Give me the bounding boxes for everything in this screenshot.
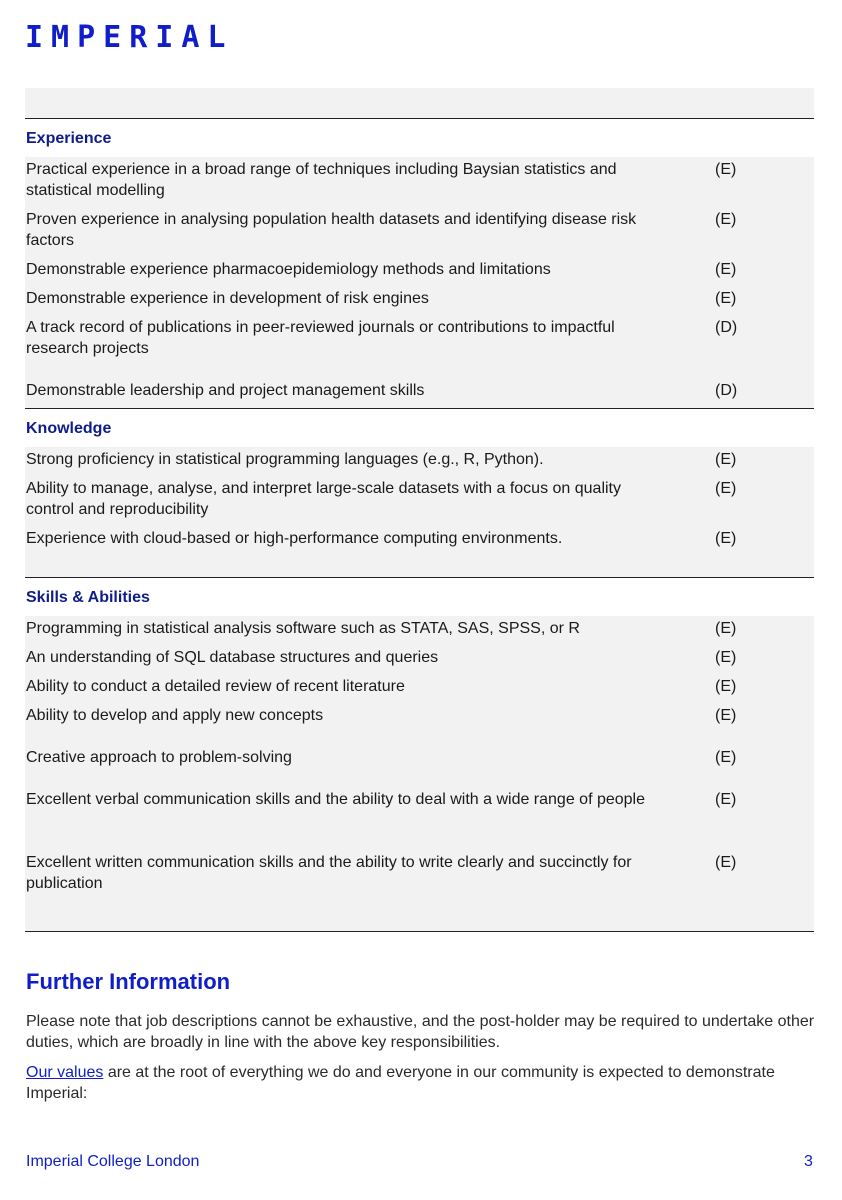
criterion-text: A track record of publications in peer-reviewed journals or contributions to impactful research projects xyxy=(26,319,615,357)
criterion-requirement: (E) xyxy=(715,451,737,468)
table-row xyxy=(25,447,814,476)
criterion-text: Programming in statistical analysis software such as STATA, SAS, SPSS, or R xyxy=(26,620,580,637)
criterion-text: Ability to manage, analyse, and interpret large-scale datasets with a focus on quality control and reproducibility xyxy=(26,480,621,518)
section-body xyxy=(25,447,814,577)
table-row xyxy=(25,526,814,577)
table-row xyxy=(25,645,814,674)
section-heading: Knowledge xyxy=(26,420,112,437)
criterion-text: Proven experience in analysing population health datasets and identifying disease risk factors xyxy=(26,211,637,249)
criterion-requirement: (E) xyxy=(715,211,737,228)
table-row xyxy=(25,378,814,408)
section-knowledge xyxy=(25,409,814,578)
criterion-text: Practical experience in a broad range of techniques including Baysian statistics and statistical modelling xyxy=(26,161,617,199)
page-number: 3 xyxy=(804,1153,813,1170)
table-row xyxy=(25,157,814,207)
criterion-requirement: (E) xyxy=(715,707,737,724)
further-information-paragraph: Please note that job descriptions cannot be exhaustive, and the post-holder may be required to undertake other duties, which are broadly in line with the above key responsibilities. xyxy=(26,1013,815,1051)
criterion-text: Excellent written communication skills and the ability to write clearly and succinctly for publication xyxy=(26,854,632,892)
table-row xyxy=(25,286,814,315)
imperial-logo: IMPERIAL xyxy=(25,20,234,55)
criterion-text: Excellent verbal communication skills and the ability to deal with a wide range of people xyxy=(26,791,646,808)
criterion-requirement: (E) xyxy=(715,749,737,766)
table-row xyxy=(25,257,814,286)
criterion-requirement: (E) xyxy=(715,530,737,547)
criterion-requirement: (E) xyxy=(715,290,737,307)
criterion-requirement: (D) xyxy=(715,319,738,336)
further-information-heading: Further Information xyxy=(26,969,231,994)
criterion-requirement: (D) xyxy=(715,382,738,399)
section-heading: Experience xyxy=(26,130,112,147)
criterion-requirement: (E) xyxy=(715,678,737,695)
criterion-requirement: (E) xyxy=(715,620,737,637)
criterion-requirement: (E) xyxy=(715,649,737,666)
section-heading: Skills & Abilities xyxy=(26,589,150,606)
table-row xyxy=(25,207,814,257)
criterion-requirement: (E) xyxy=(715,261,737,278)
table-row xyxy=(25,850,814,931)
criterion-text: Demonstrable experience pharmacoepidemiology methods and limitations xyxy=(26,261,551,278)
section-skills-abilities xyxy=(25,578,814,932)
table-row xyxy=(25,745,814,787)
table-row xyxy=(25,616,814,645)
criterion-requirement: (E) xyxy=(715,791,737,808)
criterion-text: Ability to develop and apply new concepts xyxy=(26,707,324,724)
criterion-requirement: (E) xyxy=(715,480,737,497)
table-row xyxy=(25,703,814,745)
criterion-text: Demonstrable experience in development of risk engines xyxy=(26,290,429,307)
values-paragraph-text: are at the root of everything we do and everyone in our community is expected to demonstrate Imperial: xyxy=(26,1064,775,1102)
criterion-requirement: (E) xyxy=(715,854,737,871)
criterion-requirement: (E) xyxy=(715,161,737,178)
criterion-text: Experience with cloud-based or high-performance computing environments. xyxy=(26,530,563,547)
criterion-text: Demonstrable leadership and project management skills xyxy=(26,382,425,399)
our-values-link[interactable]: Our values xyxy=(26,1064,104,1081)
criterion-text: Strong proficiency in statistical programming languages (e.g., R, Python). xyxy=(26,451,544,468)
section-body xyxy=(25,157,814,408)
section-body xyxy=(25,616,814,931)
footer-institution: Imperial College London xyxy=(26,1153,200,1170)
table-row xyxy=(25,674,814,703)
table-row xyxy=(25,787,814,850)
criterion-text: Creative approach to problem-solving xyxy=(26,749,292,766)
criterion-text: Ability to conduct a detailed review of recent literature xyxy=(26,678,405,695)
values-paragraph xyxy=(26,1062,816,1104)
table-row xyxy=(25,315,814,378)
section-experience xyxy=(25,119,814,409)
table-row xyxy=(25,476,814,526)
person-specification-table xyxy=(25,88,814,932)
table-header-band xyxy=(25,88,814,119)
criterion-text: An understanding of SQL database structures and queries xyxy=(26,649,439,666)
